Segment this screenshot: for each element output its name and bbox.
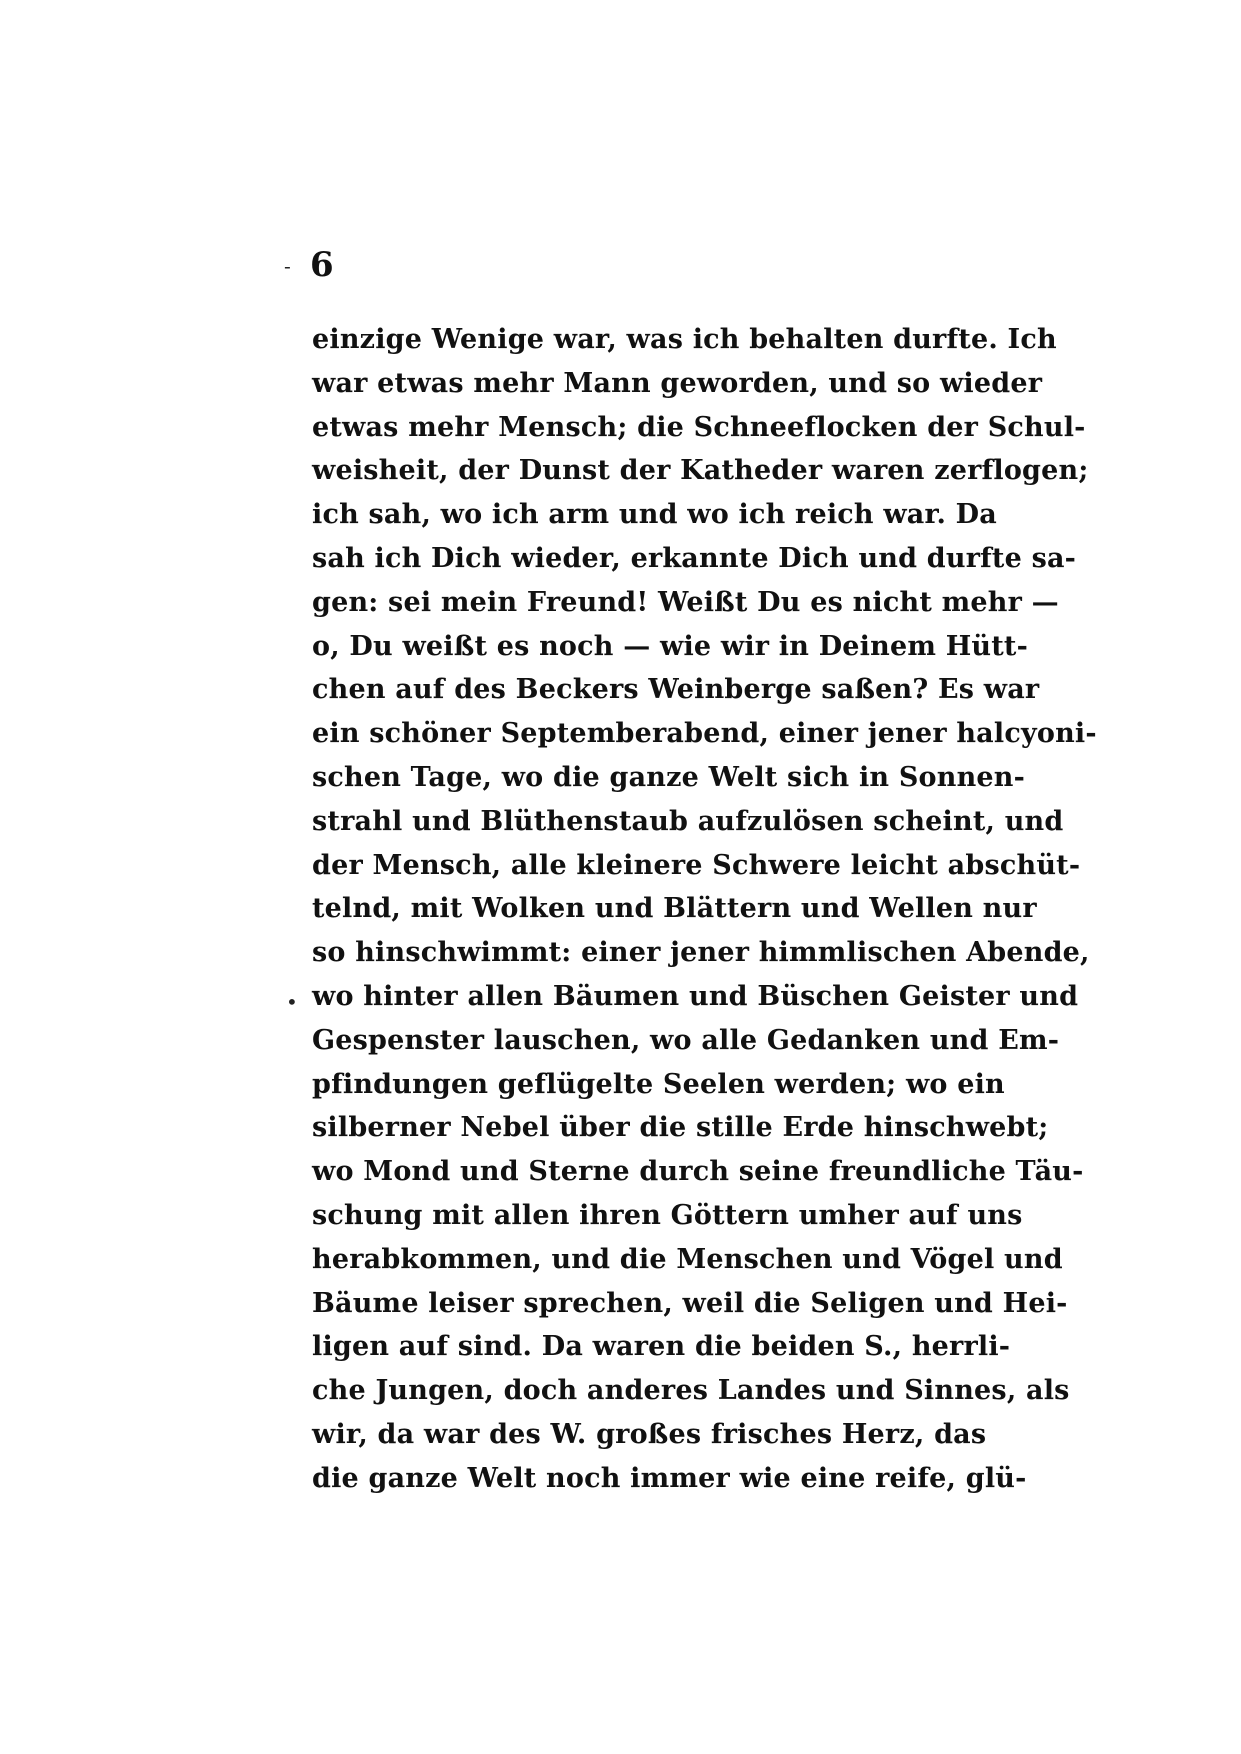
text-line: ligen auf sind. Da waren die beiden S., herrli- (312, 1331, 1011, 1363)
text-line: che Jungen, doch anderes Landes und Sinnes, als (312, 1375, 1070, 1407)
text-line: schung mit allen ihren Göttern umher auf uns (312, 1199, 1023, 1231)
margin-mark-bottom: • (286, 990, 298, 1014)
text-line: herabkommen, und die Menschen und Vögel und (312, 1243, 1063, 1275)
text-line: strahl und Blüthenstaub aufzulösen scheint, und (312, 805, 1064, 837)
margin-mark-top: - (284, 254, 291, 278)
text-line: einzige Wenige war, was ich behalten durfte. Ich (312, 324, 1057, 355)
text-line: wo hinter allen Bäumen und Büschen Geister und (312, 980, 1079, 1012)
text-line: chen auf des Beckers Weinberge saßen? Es war (312, 674, 1040, 706)
text-line: ein schöner Septemberabend, einer jener halcyoni- (312, 718, 1097, 750)
text-line: war etwas mehr Mann geworden, und so wieder (312, 367, 1043, 399)
text-line: so hinschwimmt: einer jener himmlischen Abende, (312, 937, 1090, 969)
text-line: silberner Nebel über die stille Erde hinschwebt; (312, 1112, 1049, 1144)
text-line: wir, da war des W. großes frisches Herz, das (312, 1418, 987, 1450)
text-line: schen Tage, wo die ganze Welt sich in Sonnen- (312, 761, 1026, 793)
text-line: o, Du weißt es noch — wie wir in Deinem Hütt- (312, 630, 1029, 662)
text-line: etwas mehr Mensch; die Schneeflocken der Schul- (312, 411, 1086, 443)
text-line: ich sah, wo ich arm und wo ich reich war. Da (312, 499, 997, 531)
text-line: weisheit, der Dunst der Katheder waren zerflogen; (312, 455, 1089, 487)
text-line: wo Mond und Sterne durch seine freundliche Täu- (312, 1156, 1084, 1188)
text-line: telnd, mit Wolken und Blättern und Wellen nur (312, 893, 1037, 925)
text-line: Bäume leiser sprechen, weil die Seligen und Hei- (312, 1287, 1068, 1319)
text-line: gen: sei mein Freund! Weißt Du es nicht mehr — (312, 586, 1059, 618)
text-line: sah ich Dich wieder, erkannte Dich und durfte sa- (312, 542, 1077, 574)
text-line: pfindungen geflügelte Seelen werden; wo ein (312, 1068, 1005, 1100)
page-number: 6 (310, 245, 334, 285)
text-line: Gespenster lauschen, wo alle Gedanken und Em- (312, 1024, 1060, 1056)
text-line: der Mensch, alle kleinere Schwere leicht abschüt- (312, 849, 1081, 881)
body-text (312, 318, 1097, 1501)
text-line: die ganze Welt noch immer wie eine reife, glü- (312, 1462, 1027, 1494)
